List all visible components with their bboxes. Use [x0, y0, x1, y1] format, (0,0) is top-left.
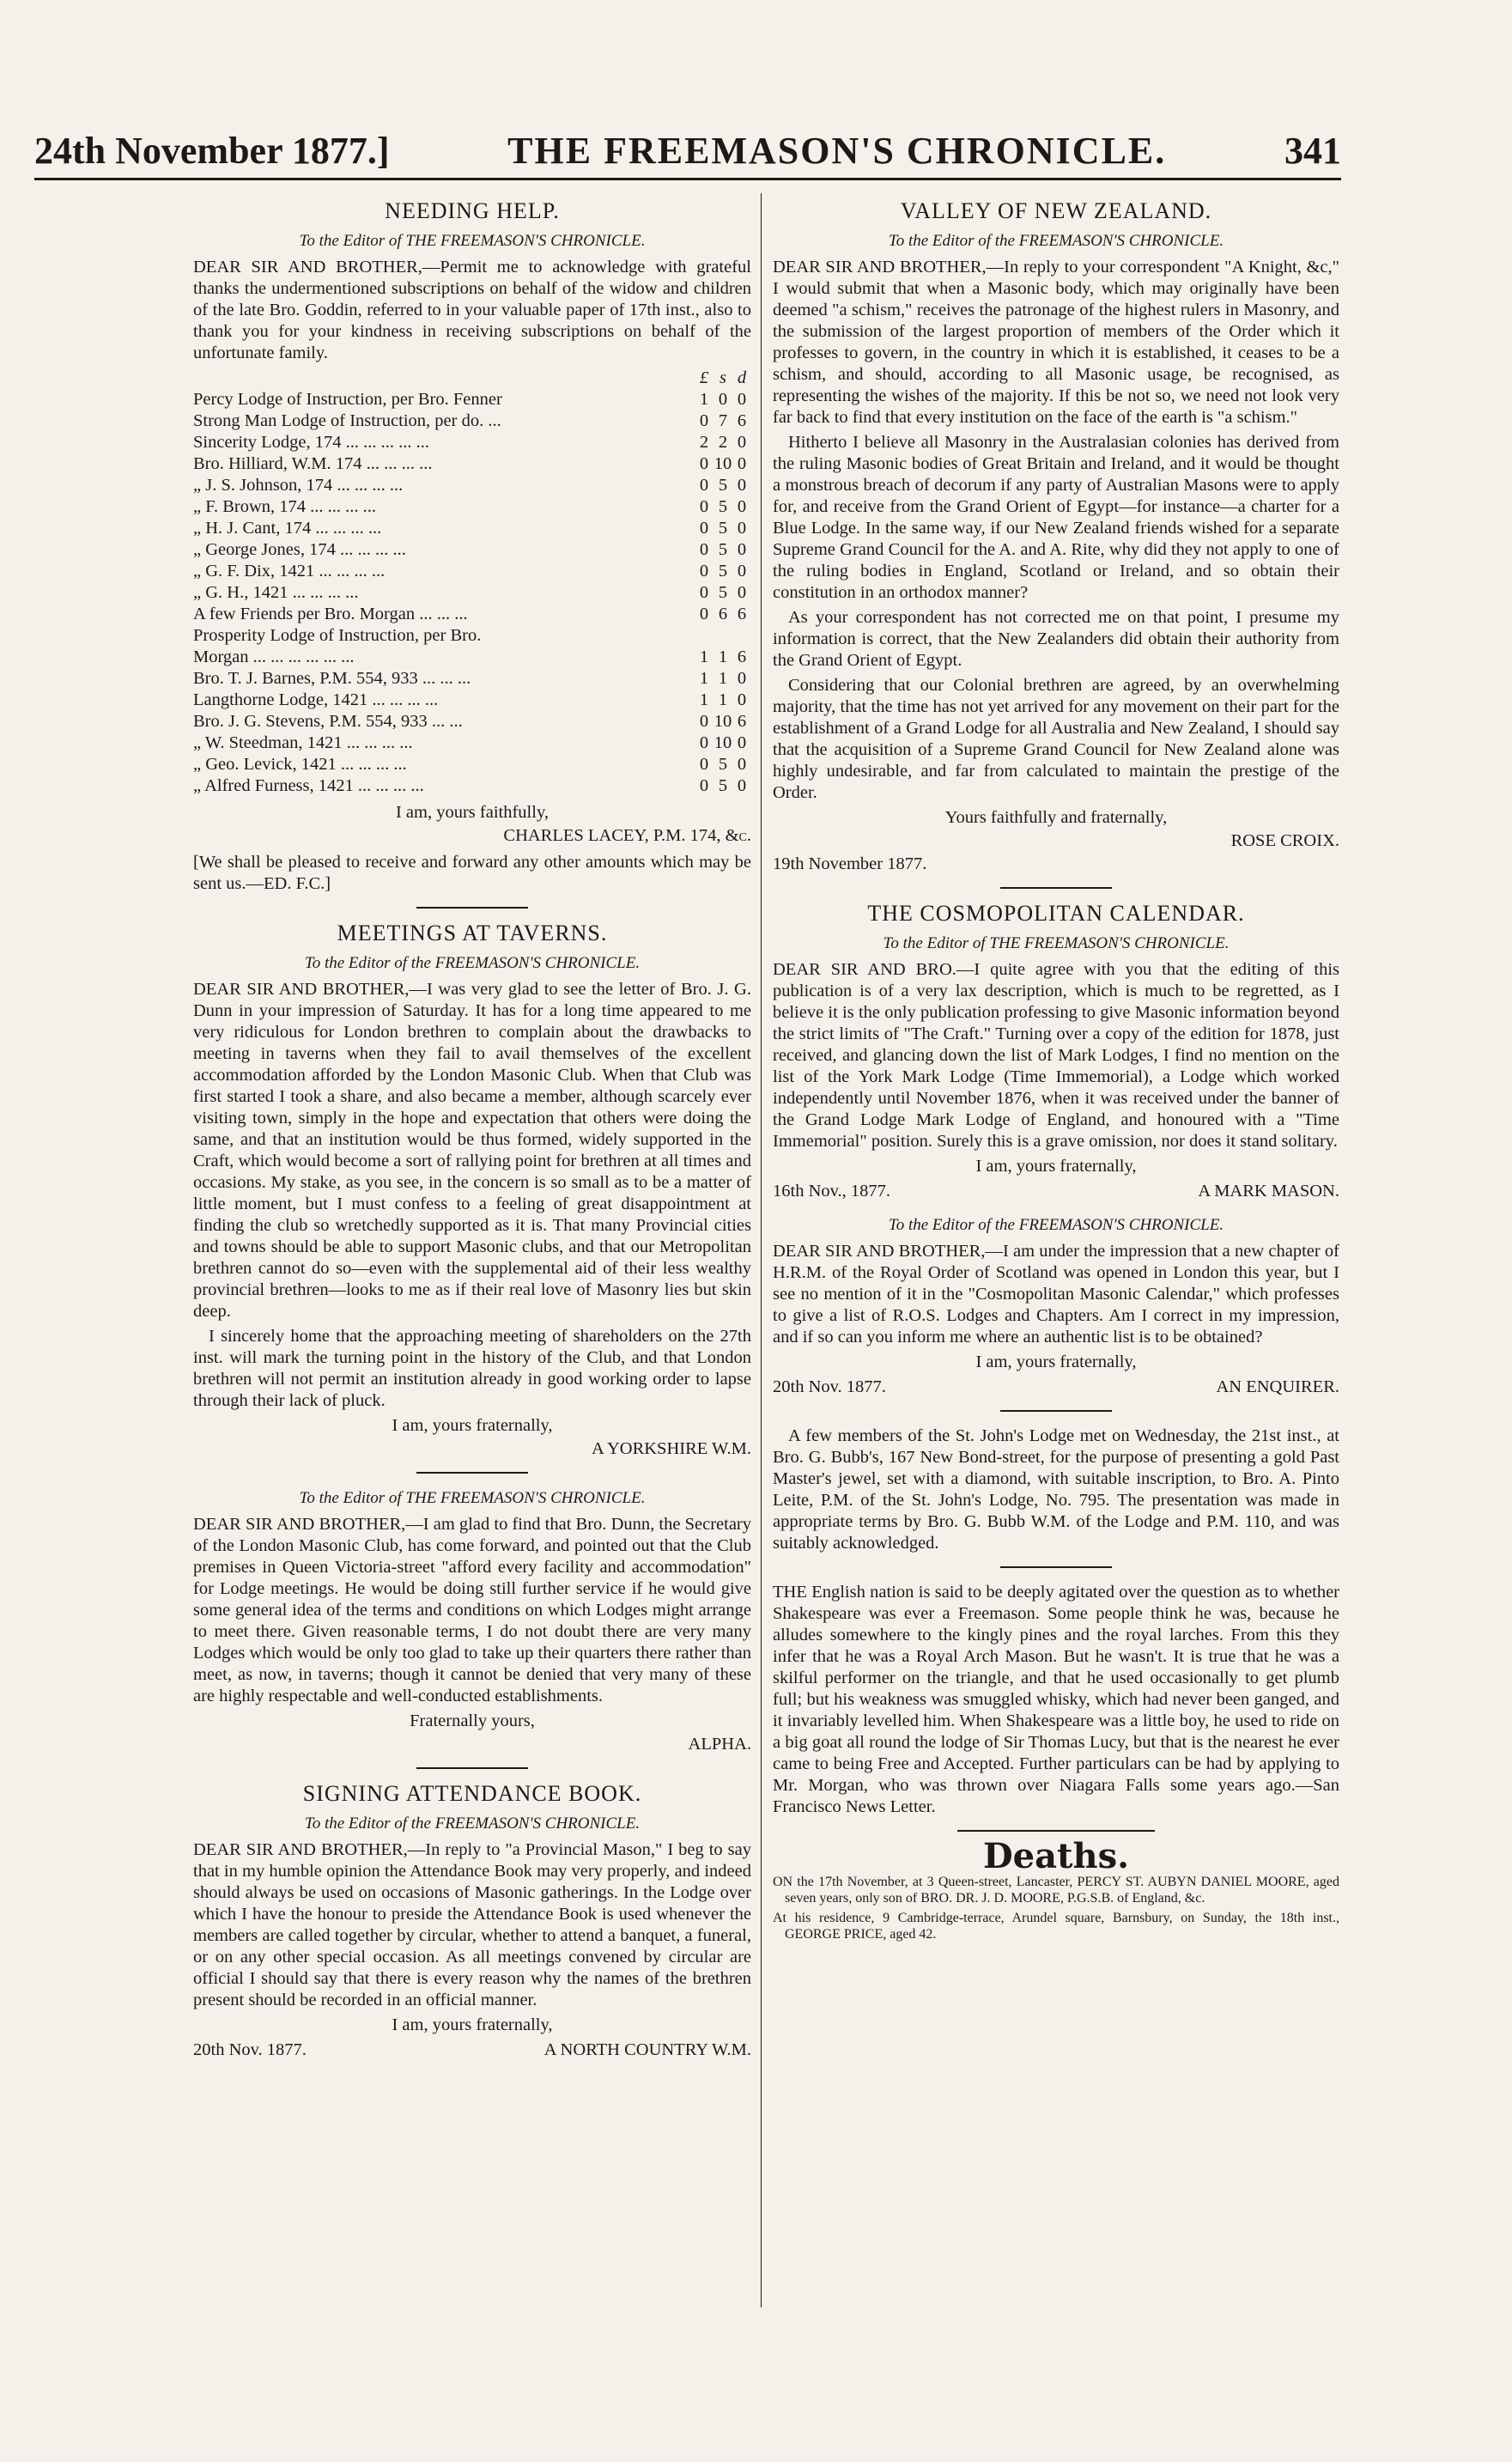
- letter-body: DEAR SIR AND BRO.—I quite agree with you that the editing of this publication is of a very lax description, which is much to be regretted, as I believe it is the only publication professing to give Masonic information beyond the strict limits of "The Craft." Turning over a copy of the edition for 1878, just received, and glancing down the list of Mark Lodges, I find no mention on the list of the York Mark Lodge (Time Immemorial), a Lodge which worked independently until November 1876, when it was received under the banner of the Grand Lodge Mark Lodge of England, and honoured with a "Time Immemorial" position. Surely this is a grave omission, nor does it stand solitary.: [773, 960, 1339, 1151]
- shillings-value: 5: [718, 519, 728, 538]
- pounds-value: 0: [699, 712, 709, 731]
- closing: I am, yours faithfully,: [395, 803, 549, 822]
- subscription-row: [193, 733, 751, 754]
- subscription-row: [193, 754, 751, 775]
- section-rule: [416, 1472, 528, 1474]
- news-body: A few members of the St. John's Lodge met on Wednesday, the 21st inst., at Bro. G. Bubb's, 167 New Bond-street, for the purpose of presenting a gold Past Master's jewel, set with a diamond, with suitable inscription, to Bro. A. Pinto Leite, P.M. of the St. John's Lodge, No. 795. The presentation was made in appropriate terms by Bro. G. Bubb W.M. of the Lodge and P.M. 110, and was suitably acknowledged.: [773, 1426, 1339, 1553]
- subscriber-name: „ G. H., 1421 ... ... ... ...: [193, 583, 359, 602]
- signature: ROSE CROIX.: [1230, 831, 1339, 850]
- pence-value: 0: [737, 755, 747, 774]
- subscriber-name: Prosperity Lodge of Instruction, per Bro.: [193, 626, 482, 645]
- pounds-value: 0: [699, 562, 709, 581]
- shillings-header: s: [720, 368, 726, 387]
- article-heading: THE COSMOPOLITAN CALENDAR.: [867, 901, 1245, 926]
- subscriber-name: „ W. Steedman, 1421 ... ... ... ...: [193, 733, 413, 752]
- enquirer-letter: [773, 1214, 1339, 1398]
- pence-value: 6: [737, 605, 747, 623]
- needing-help-article: [193, 200, 751, 895]
- shillings-value: 5: [718, 755, 728, 774]
- subscriber-name: „ Alfred Furness, 1421 ... ... ... ...: [193, 776, 424, 795]
- right-column: [773, 193, 1339, 2307]
- shillings-value: 5: [718, 776, 728, 795]
- subscriber-name: „ J. S. Johnson, 174 ... ... ... ...: [193, 476, 404, 495]
- shillings-value: 10: [713, 712, 732, 731]
- pence-value: 0: [737, 540, 747, 559]
- shillings-value: 1: [718, 690, 728, 709]
- subscription-row: [193, 518, 751, 539]
- shillings-value: 10: [713, 454, 732, 473]
- shillings-value: 10: [713, 733, 732, 752]
- subscriber-name: A few Friends per Bro. Morgan ... ... ...: [193, 605, 468, 623]
- letter-date: 20th Nov. 1877.: [193, 2040, 307, 2059]
- masthead: [34, 120, 1341, 180]
- subscription-row: [193, 389, 751, 410]
- letter-body: Hitherto I believe all Masonry in the Australasian colonies has derived from the ruling Masonic bodies of Great Britain and Ireland, and it would be thought a monstrous breach of decorum if any party of Australian Masons were to apply for, and receive from the Grand Orient of Egypt—for instance—a charter for a Blue Lodge. In the same way, if our New Zealand friends wished for a separate Supreme Grand Council for the A. and A. Rite, why did they not apply to one of the ruling bodies in England, Scotland or Ireland, and so obtain their constitution in an orthodox manner?: [773, 433, 1339, 602]
- pounds-value: 0: [699, 583, 709, 602]
- signature: CHARLES LACEY, P.M. 174, &c.: [503, 826, 751, 845]
- subscription-row: [193, 582, 751, 604]
- pounds-value: 0: [699, 776, 709, 795]
- pounds-header: £: [699, 368, 709, 387]
- subscriber-name: „ Geo. Levick, 1421 ... ... ... ...: [193, 755, 407, 774]
- pounds-value: 0: [699, 454, 709, 473]
- subscription-row: [193, 711, 751, 733]
- subscriber-name: Bro. Hilliard, W.M. 174 ... ... ... ...: [193, 454, 433, 473]
- pence-value: 6: [737, 647, 747, 666]
- editor-address: To the Editor of the FREEMASON'S CHRONICLE.: [888, 232, 1224, 250]
- pounds-value: 0: [699, 755, 709, 774]
- pence-value: 0: [737, 690, 747, 709]
- pounds-value: 1: [699, 690, 709, 709]
- signature: A YORKSHIRE W.M.: [591, 1439, 751, 1458]
- letter-body: DEAR SIR AND BROTHER,—Permit me to acknowledge with grateful thanks the undermentioned subscriptions on behalf of the widow and children of the late Bro. Goddin, referred to in your valuable paper of 17th inst., also to thank you for your kindness in receiving subscriptions on behalf of the unfortunate family.: [193, 258, 751, 362]
- section-rule: [1000, 1410, 1112, 1412]
- shillings-value: 5: [718, 583, 728, 602]
- subscriber-name: „ H. J. Cant, 174 ... ... ... ...: [193, 519, 382, 538]
- death-notice: At his residence, 9 Cambridge-terrace, Arundel square, Barnsbury, on Sunday, the 18th inst., GEORGE PRICE, aged 42.: [773, 1911, 1339, 1942]
- signature-row: [193, 2040, 751, 2061]
- subscriber-name: Sincerity Lodge, 174 ... ... ... ... ...: [193, 433, 430, 452]
- subscriber-name: „ George Jones, 174 ... ... ... ...: [193, 540, 406, 559]
- signing-attendance-book-article: [193, 1783, 751, 2061]
- pounds-value: 0: [699, 605, 709, 623]
- article-heading: NEEDING HELP.: [385, 198, 560, 223]
- shillings-value: 2: [718, 433, 728, 452]
- deaths-section: [773, 1836, 1339, 1942]
- article-heading: MEETINGS AT TAVERNS.: [337, 921, 608, 945]
- section-rule: [1000, 1566, 1112, 1568]
- letter-date: 16th Nov., 1877.: [773, 1182, 891, 1201]
- pounds-value: 0: [699, 540, 709, 559]
- editor-address: To the Editor of THE FREEMASON'S CHRONICLE.: [299, 232, 646, 250]
- pence-value: 0: [737, 519, 747, 538]
- subscription-row: [193, 775, 751, 797]
- page-number: 341: [1284, 130, 1341, 172]
- editor-address: To the Editor of the FREEMASON'S CHRONICLE.: [888, 1216, 1224, 1234]
- meetings-at-taverns-article: [193, 922, 751, 1460]
- signature: ALPHA.: [688, 1735, 751, 1754]
- subscription-row: [193, 453, 751, 475]
- issue-date: 24th November 1877.]: [34, 130, 390, 172]
- letter-body: Considering that our Colonial brethren are agreed, by an overwhelming majority, that the time has not yet arrived for any movement on their part for the establishment of a Grand Lodge for all Australia and New Zealand, I should say that the acquisition of a Supreme Grand Council for New Zealand alone was highly undesirable, and far from calculated to maintain the prestige of the Order.: [773, 676, 1339, 802]
- article-heading: SIGNING ATTENDANCE BOOK.: [302, 1781, 642, 1806]
- shillings-value: [713, 625, 732, 647]
- subscription-row: [193, 647, 751, 668]
- pence-header: d: [737, 368, 747, 387]
- pounds-value: 0: [699, 733, 709, 752]
- column-divider: [761, 193, 762, 2307]
- subscription-row: [193, 625, 751, 647]
- section-rule: [416, 907, 528, 909]
- st-johns-lodge-item: [773, 1426, 1339, 1554]
- pence-value: 6: [737, 411, 747, 430]
- letter-body: DEAR SIR AND BROTHER,—In reply to "a Provincial Mason," I beg to say that in my humble opinion the Attendance Book may very properly, and indeed should always be used on occasions of Masonic gatherings. In the Lodge over which I have the honour to preside the Attendance Book is used whenever the members are called together by circular, whether to attend a banquet, a funeral, or on any other special occasion. As all meetings convened by circular are official I should say that there is every reason why the names of the brethren present should be recorded in an official manner.: [193, 1840, 751, 2009]
- shillings-value: 7: [718, 411, 728, 430]
- article-heading: VALLEY OF NEW ZEALAND.: [900, 198, 1212, 223]
- subscription-row: [193, 561, 751, 582]
- publication-title: THE FREEMASON'S CHRONICLE.: [507, 130, 1167, 172]
- pounds-value: 2: [699, 433, 709, 452]
- signature-row: [773, 1377, 1339, 1398]
- closing: I am, yours fraternally,: [975, 1353, 1137, 1371]
- section-rule: [957, 1830, 1155, 1832]
- subscriber-name: Percy Lodge of Instruction, per Bro. Fenner: [193, 390, 502, 409]
- closing: Yours faithfully and fraternally,: [944, 808, 1168, 827]
- letter-date: 19th November 1877.: [773, 854, 927, 873]
- shillings-value: 0: [718, 390, 728, 409]
- subscription-row: [193, 690, 751, 711]
- subscriber-name: Morgan ... ... ... ... ... ...: [193, 647, 355, 666]
- letter-body: I sincerely home that the approaching meeting of shareholders on the 27th inst. will mark the turning point in the history of the Club, and that London brethren will not permit an institution already in good working order to lapse through their lack of pluck.: [193, 1327, 751, 1410]
- signature: A MARK MASON.: [1198, 1182, 1339, 1201]
- alpha-letter: [193, 1487, 751, 1755]
- pence-value: 0: [737, 497, 747, 516]
- pounds-value: 0: [699, 519, 709, 538]
- subscription-row: [193, 432, 751, 453]
- news-body: THE English nation is said to be deeply agitated over the question as to whether Shakespeare was ever a Freemason. Some people think he was, because he alludes somewhere to the kingly pines and the royal larches. From this they infer that he was a Royal Arch Mason. But he wasn't. It is true that he was a skilful performer on the triangle, and that he used occasionally to get plumb full; but his weakness was smuggled whisky, which had never been ganged, and it invariably levelled him. When Shakespeare was a little boy, he used to ride on a big goat all round the lodge of Sir Thomas Lucy, but that is the nearest he ever came to being Free and Accepted. Further particulars can be had by applying to Mr. Morgan, who was thrown over Niagara Falls some years ago.—San Francisco News Letter.: [773, 1583, 1339, 1816]
- signature: A NORTH COUNTRY W.M.: [543, 2040, 751, 2059]
- pence-value: 0: [737, 776, 747, 795]
- subscriber-name: „ F. Brown, 174 ... ... ... ...: [193, 497, 377, 516]
- letter-body: DEAR SIR AND BROTHER,—In reply to your correspondent "A Knight, &c," I would submit that when a Masonic body, which may originally have been deemed "a schism," receives the patronage of the highest rulers in Masonry, and the submission of the largest proportion of members of the Order which it professes to govern, in the country in which it is established, it ceases to be a schism, and should, according to all Masonic usage, be recognised, as representing the wishes of the majority. If this be not so, we need not look very far back to find that every institution on the face of the earth is "a schism.": [773, 258, 1339, 427]
- death-notice: ON the 17th November, at 3 Queen-street, Lancaster, PERCY ST. AUBYN DANIEL MOORE, aged seven years, only son of BRO. DR. J. D. MOORE, P.G.S.B. of England, &c.: [773, 1875, 1339, 1906]
- subscription-row: [193, 496, 751, 518]
- closing: I am, yours fraternally,: [975, 1157, 1137, 1176]
- pence-value: 0: [737, 733, 747, 752]
- letter-body: As your correspondent has not corrected me on that point, I presume my information is correct, that the New Zealanders did obtain their authority from the Grand Orient of Egypt.: [773, 608, 1339, 670]
- pounds-value: 1: [699, 669, 709, 688]
- shillings-value: 5: [718, 562, 728, 581]
- pence-value: 0: [737, 454, 747, 473]
- valley-of-new-zealand-article: [773, 200, 1339, 875]
- section-rule: [416, 1767, 528, 1769]
- pounds-value: [695, 625, 713, 647]
- currency-header: [193, 368, 751, 389]
- letter-date: 20th Nov. 1877.: [773, 1377, 886, 1396]
- letter-body: DEAR SIR AND BROTHER,—I am under the impression that a new chapter of H.R.M. of the Royal Order of Scotland was opened in London this year, but I see no mention of it in the "Cosmopolitan Masonic Calendar," which professes to give a list of R.O.S. Lodges and Chapters. Am I correct in my impression, and if so can you inform me where an authentic list is to be obtained?: [773, 1242, 1339, 1347]
- shillings-value: 1: [718, 669, 728, 688]
- shillings-value: 1: [718, 647, 728, 666]
- pounds-value: 1: [699, 390, 709, 409]
- pence-value: 0: [737, 669, 747, 688]
- editor-address: To the Editor of THE FREEMASON'S CHRONICLE.: [299, 1489, 646, 1507]
- subscription-row: [193, 410, 751, 432]
- subscriber-name: Bro. J. G. Stevens, P.M. 554, 933 ... ...: [193, 712, 463, 731]
- letter-body: DEAR SIR AND BROTHER,—I was very glad to see the letter of Bro. J. G. Dunn in your impression of Saturday. It has for a long time appeared to me very ridiculous for London brethren to complain about the drawbacks to meeting in taverns when they fail to avail themselves of the excellent accommodation afforded by the London Masonic Club. When that Club was first started I took a share, and also became a member, although scarcely ever visiting town, simply in the hope and expectation that others were doing the same, and that an institution would be thus formed, widely supported in the Craft, which would become a sort of rallying point for brethren at all times and occasions. My stake, as you see, in the concern is so small as to be a matter of little moment, but I must confess to a feeling of great disappointment at finding the club so wretchedly supported as it is. That many Provincial cities and towns should be able to support Masonic clubs, and that our Metropolitan brethren cannot do so—even with the supplemental aid of their less wealthy provincial brethren—looks to me as if their real love of Masonry lies but skin deep.: [193, 980, 751, 1321]
- subscriber-name: Bro. T. J. Barnes, P.M. 554, 933 ... ... ...: [193, 669, 471, 688]
- shakespeare-item: [773, 1582, 1339, 1818]
- pence-value: 0: [737, 476, 747, 495]
- editor-address: To the Editor of the FREEMASON'S CHRONICLE.: [304, 954, 641, 972]
- shillings-value: 5: [718, 540, 728, 559]
- subscription-row: [193, 604, 751, 625]
- subscriber-name: Strong Man Lodge of Instruction, per do. ...: [193, 411, 501, 430]
- pounds-value: 1: [699, 647, 709, 666]
- signature: AN ENQUIRER.: [1216, 1377, 1339, 1396]
- closing: I am, yours fraternally,: [392, 1416, 553, 1435]
- subscription-row: [193, 475, 751, 496]
- pence-value: 0: [737, 583, 747, 602]
- editor-address: To the Editor of THE FREEMASON'S CHRONICLE.: [883, 934, 1230, 952]
- shillings-value: 5: [718, 497, 728, 516]
- pounds-value: 0: [699, 476, 709, 495]
- pence-value: 0: [737, 562, 747, 581]
- shillings-value: 6: [718, 605, 728, 623]
- shillings-value: 5: [718, 476, 728, 495]
- subscriber-name: Langthorne Lodge, 1421 ... ... ... ...: [193, 690, 439, 709]
- pence-value: [732, 625, 751, 647]
- pounds-value: 0: [699, 497, 709, 516]
- pence-value: 6: [737, 712, 747, 731]
- pence-value: 0: [737, 433, 747, 452]
- left-column: [193, 193, 751, 2307]
- editor-note: [We shall be pleased to receive and forward any other amounts which may be sent us.—ED. F.C.]: [193, 853, 751, 893]
- cosmopolitan-calendar-article: [773, 903, 1339, 1202]
- pounds-value: 0: [699, 411, 709, 430]
- closing: I am, yours fraternally,: [392, 2015, 553, 2034]
- subscription-row: [193, 539, 751, 561]
- pence-value: 0: [737, 390, 747, 409]
- closing: Fraternally yours,: [410, 1711, 535, 1730]
- subscription-list: [193, 368, 751, 797]
- letter-body: DEAR SIR AND BROTHER,—I am glad to find that Bro. Dunn, the Secretary of the London Masonic Club, has come forward, and pointed out that the Club premises in Queen Victoria-street "afford every facility and accommodation" for Lodge meetings. He would be doing still further service if he would give some general idea of the terms and conditions on which Lodges might arrange to meet there. Given reasonable terms, I do not doubt there are very many Lodges which would be only too glad to take up their quarters there rather than meet, as now, in taverns; though it cannot be denied that very many of these are highly respectable and well-conducted establishments.: [193, 1515, 751, 1705]
- editor-address: To the Editor of the FREEMASON'S CHRONICLE.: [304, 1815, 641, 1833]
- subscriber-name: „ G. F. Dix, 1421 ... ... ... ...: [193, 562, 386, 581]
- deaths-heading: Deaths.: [982, 1836, 1130, 1876]
- subscription-row: [193, 668, 751, 690]
- signature-row: [773, 1181, 1339, 1202]
- section-rule: [1000, 887, 1112, 889]
